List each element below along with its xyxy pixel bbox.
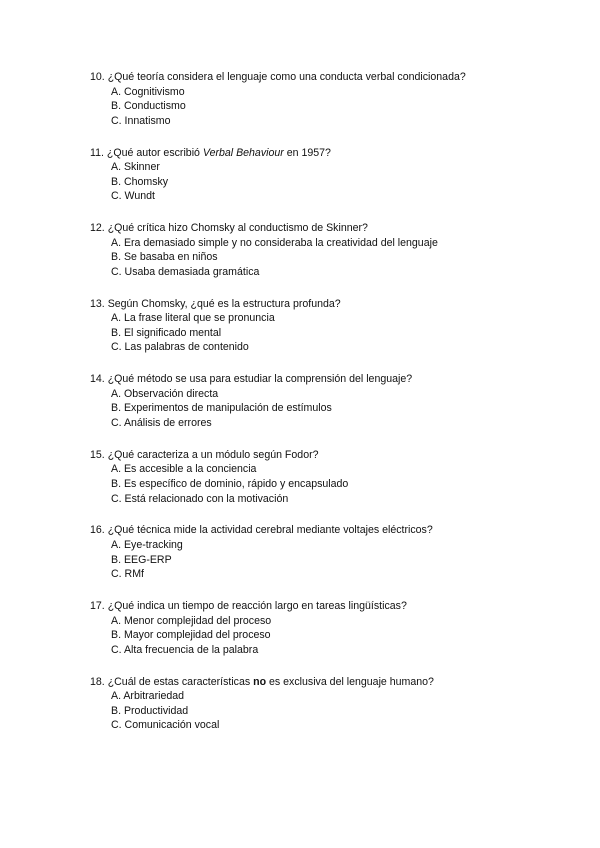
question-stem <box>90 448 560 463</box>
answer-option-a: A. Es accesible a la conciencia <box>111 463 257 476</box>
question-number: 17. <box>90 599 105 612</box>
question-number: 11. <box>90 146 104 159</box>
answer-option-a: A. Era demasiado simple y no consideraba la creatividad del lenguaje <box>111 236 438 249</box>
question-text: ¿Qué método se usa para estudiar la comprensión del lenguaje? <box>107 373 413 386</box>
answer-option-b: B. Experimentos de manipulación de estímulos <box>111 402 332 415</box>
answer-option-c: C. Las palabras de contenido <box>111 341 249 354</box>
answer-option-a: A. Skinner <box>111 161 160 174</box>
question-text: ¿Qué teoría considera el lenguaje como una conducta verbal condicionada? <box>107 71 466 83</box>
answer-option-b: B. Conductismo <box>111 100 186 113</box>
question-17 <box>90 599 560 657</box>
answer-option-a: A. Eye-tracking <box>111 538 183 551</box>
question-stem <box>90 675 560 690</box>
answer-option-a: A. La frase literal que se pronuncia <box>111 312 275 325</box>
question-number: 16. <box>90 524 105 537</box>
question-stem <box>90 523 560 538</box>
answer-option-a: A. Cognitivismo <box>111 85 185 98</box>
question-number: 14. <box>90 373 105 386</box>
question-13 <box>90 297 560 355</box>
answer-option-c: C. Está relacionado con la motivación <box>111 492 289 505</box>
answer-option-b: B. El significado mental <box>111 326 222 339</box>
answer-option-a: A. Menor complejidad del proceso <box>111 614 272 627</box>
question-text-end: en 1957? <box>286 146 331 159</box>
question-text-end: es exclusiva del lenguaje humano? <box>269 675 434 688</box>
question-11 <box>90 146 560 204</box>
question-stem <box>90 297 560 312</box>
answer-option-c: C. RMf <box>111 568 144 581</box>
question-text: ¿Qué crítica hizo Chomsky al conductismo de Skinner? <box>107 222 368 235</box>
question-12 <box>90 221 560 279</box>
book-title: Verbal Behaviour <box>202 146 284 159</box>
answer-option-b: B. Se basaba en niños <box>111 251 218 264</box>
question-15 <box>90 448 560 506</box>
question-text: ¿Qué indica un tiempo de reacción largo en tareas lingüísticas? <box>107 599 407 612</box>
answer-option-c: C. Innatismo <box>111 114 171 127</box>
answer-option-c: C. Wundt <box>111 190 155 203</box>
question-text: ¿Cuál de estas características <box>107 675 251 688</box>
answer-option-b: B. Es específico de dominio, rápido y encapsulado <box>111 478 349 490</box>
question-stem <box>90 146 560 161</box>
answer-option-c: C. Análisis de errores <box>111 417 212 430</box>
answer-option-c: C. Usaba demasiada gramática <box>111 265 260 278</box>
question-stem <box>90 70 560 85</box>
question-10 <box>90 70 560 128</box>
answer-option-c: C. Comunicación vocal <box>111 719 220 732</box>
question-stem <box>90 221 560 236</box>
emphasis-word: no <box>253 675 267 688</box>
question-number: 12. <box>90 222 105 235</box>
answer-option-b: B. Productividad <box>111 704 189 717</box>
question-18 <box>90 675 560 733</box>
question-16 <box>90 523 560 581</box>
question-number: 15. <box>90 448 105 461</box>
question-stem <box>90 599 560 614</box>
answer-option-a: A. Observación directa <box>111 387 219 400</box>
answer-option-b: B. Mayor complejidad del proceso <box>111 629 271 642</box>
question-text: Según Chomsky, ¿qué es la estructura profunda? <box>107 297 341 310</box>
question-14 <box>90 372 560 430</box>
question-number: 18. <box>90 675 105 688</box>
quiz-page <box>90 70 560 750</box>
question-text: ¿Qué técnica mide la actividad cerebral mediante voltajes eléctricos? <box>107 524 433 537</box>
question-stem <box>90 372 560 387</box>
question-number: 10. <box>90 71 105 83</box>
answer-option-b: B. EEG-ERP <box>111 553 172 566</box>
answer-option-b: B. Chomsky <box>111 175 169 188</box>
question-text: ¿Qué autor escribió <box>106 146 200 159</box>
answer-option-c: C. Alta frecuencia de la palabra <box>111 643 259 656</box>
answer-option-a: A. Arbitrariedad <box>111 690 185 703</box>
question-text: ¿Qué caracteriza a un módulo según Fodor? <box>107 448 319 461</box>
question-number: 13. <box>90 297 105 310</box>
